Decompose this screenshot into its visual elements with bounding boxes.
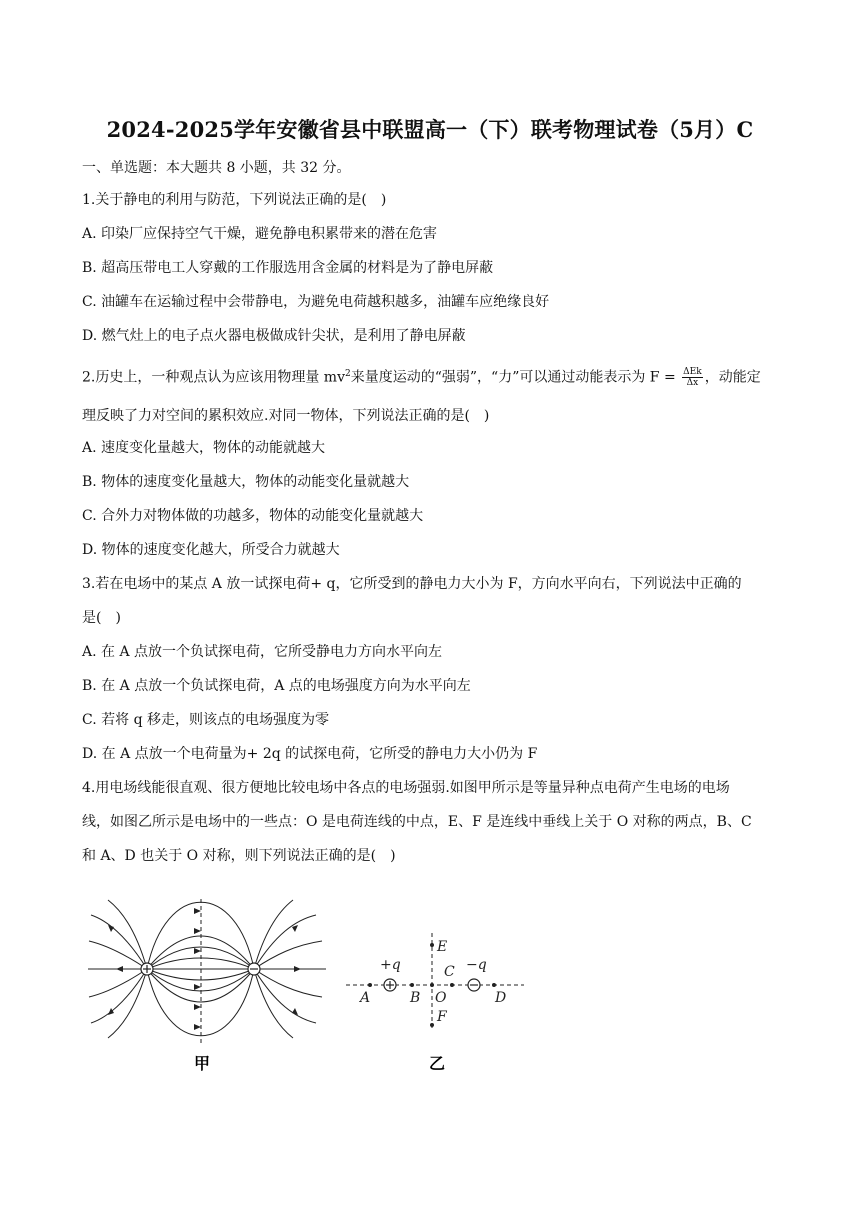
q2-option-a: A. 速度变化量越大，物体的动能就越大 bbox=[82, 440, 326, 456]
figure-right-caption: 乙 bbox=[429, 1054, 446, 1073]
label-point-c: C bbox=[444, 964, 455, 980]
q3-option-b: B. 在 A 点放一个负试探电荷，A 点的电场强度方向为水平向左 bbox=[82, 678, 471, 694]
q4-stem-line3: 和 A、D 也关于 O 对称，则下列说法正确的是( ) bbox=[82, 848, 396, 864]
label-minus-q: −q bbox=[466, 957, 487, 973]
q1-stem: 1.关于静电的利用与防范，下列说法正确的是( ) bbox=[82, 192, 387, 208]
q3-option-d: D. 在 A 点放一个电荷量为+ 2q 的试探电荷，它所受的静电力大小仍为 F bbox=[82, 746, 538, 762]
label-plus-q: +q bbox=[380, 957, 401, 973]
q4-stem: 4.用电场线能很直观、很方便地比较电场中各点的电场强弱.如图甲所示是等量异种点电荷产生电场的电场 bbox=[82, 780, 730, 796]
page-title: 2024-2025学年安徽省县中联盟高一（下）联考物理试卷（5月）C bbox=[106, 117, 754, 142]
label-point-b: B bbox=[410, 990, 421, 1006]
q2-stem-part-b: 来量度运动的“强弱”，“力”可以通过动能表示为 F = bbox=[350, 369, 676, 386]
q2-stem-part-c: ，动能定 bbox=[704, 369, 761, 386]
section-heading: 一、单选题：本大题共 8 小题，共 32 分。 bbox=[82, 160, 351, 176]
q4-stem-line2: 线，如图乙所示是电场中的一些点：O 是电荷连线的中点，E、F 是连线中垂线上关于 O 对称的两点，B、C bbox=[82, 814, 752, 830]
q3-option-c: C. 若将 q 移走，则该点的电场强度为零 bbox=[82, 712, 329, 728]
q1-option-b: B. 超高压带电工人穿戴的工作服选用含金属的材料是为了静电屏蔽 bbox=[82, 260, 494, 276]
q1-option-d: D. 燃气灶上的电子点火器电极做成针尖状，是利用了静电屏蔽 bbox=[82, 328, 466, 344]
q1-option-c: C. 油罐车在运输过程中会带静电，为避免电荷越积越多，油罐车应绝缘良好 bbox=[82, 294, 550, 310]
q3-stem-line2: 是( ) bbox=[82, 610, 121, 626]
q2-fraction-numerator: ΔEk bbox=[683, 367, 702, 378]
label-point-e: E bbox=[437, 939, 448, 955]
q2-stem-part-a: 2.历史上，一种观点认为应该用物理量 mv bbox=[82, 369, 345, 386]
q2-fraction-denominator: Δx bbox=[686, 378, 699, 389]
label-point-a: A bbox=[360, 990, 371, 1006]
q2-option-d: D. 物体的速度变化越大，所受合力就越大 bbox=[82, 542, 340, 558]
q2-option-b: B. 物体的速度变化量越大，物体的动能变化量就越大 bbox=[82, 474, 410, 490]
q3-option-a: A. 在 A 点放一个负试探电荷，它所受静电力方向水平向左 bbox=[82, 644, 443, 660]
figure-field-lines bbox=[86, 895, 336, 1075]
label-point-o: O bbox=[435, 990, 447, 1006]
label-point-d: D bbox=[495, 990, 507, 1006]
q1-option-a: A. 印染厂应保持空气干燥，避免静电积累带来的潜在危害 bbox=[82, 226, 438, 242]
label-point-f: F bbox=[437, 1009, 447, 1025]
figure-left-caption: 甲 bbox=[194, 1054, 211, 1073]
q2-option-c: C. 合外力对物体做的功越多，物体的动能变化量就越大 bbox=[82, 508, 424, 524]
q2-superscript: 2 bbox=[345, 369, 351, 379]
q2-stem bbox=[82, 364, 761, 388]
q2-stem-line2: 理反映了力对空间的累积效应.对同一物体，下列说法正确的是( ) bbox=[82, 408, 490, 424]
q2-fraction bbox=[682, 367, 703, 388]
q3-stem: 3.若在电场中的某点 A 放一试探电荷+ q，它所受到的静电力大小为 F，方向水平向右，下列说法中正确的 bbox=[82, 576, 742, 592]
figure-points bbox=[340, 925, 530, 1075]
